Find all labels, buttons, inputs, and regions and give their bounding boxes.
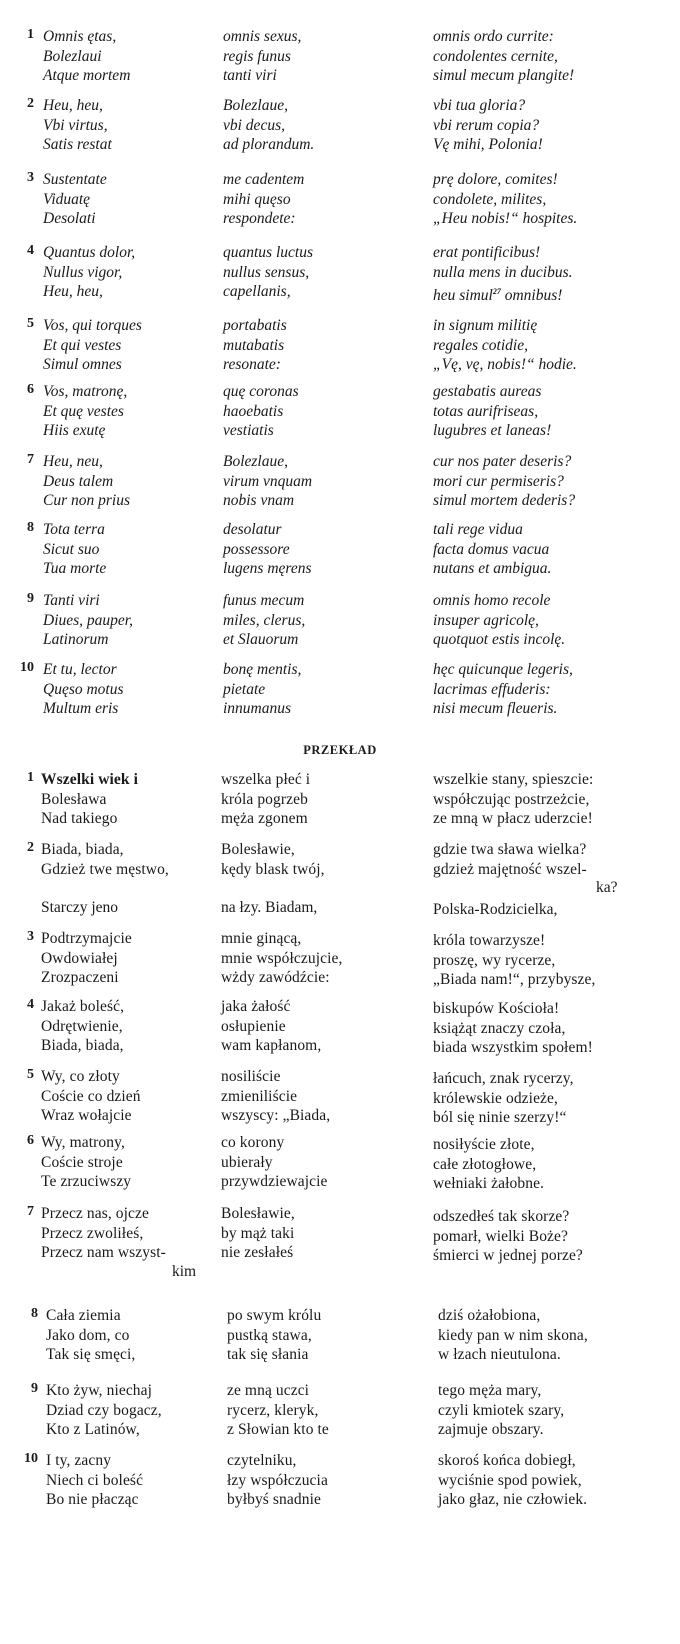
verse-line <box>433 282 573 305</box>
verse-line: ad plorandum. <box>223 136 315 154</box>
column-3 <box>433 316 577 375</box>
verse-line: miles, clerus, <box>223 611 306 629</box>
verse-line: Vos, qui torques <box>43 317 142 334</box>
verse-line: omnis homo recole <box>433 592 551 609</box>
verse-line: Starczy jeno <box>41 899 119 916</box>
verse-line: zajmuje obszary. <box>438 1421 544 1439</box>
verse-line: biada wszystkim społem! <box>433 1039 593 1057</box>
verse-line: virum vnquam <box>223 472 313 490</box>
column-1 <box>43 591 133 650</box>
verse-line: kędy blask twój, <box>221 860 325 878</box>
hyphen-continuation: ka? <box>596 879 618 896</box>
column-2 <box>223 520 312 579</box>
stanza-number: 9 <box>27 591 34 606</box>
verse-line: quotquot estis incolę. <box>433 631 566 649</box>
verse-line: condolentes cernite, <box>433 47 558 65</box>
stanza-number: 9 <box>31 1381 38 1396</box>
verse-line: omnis sexus, <box>223 28 302 45</box>
verse-line: respondete: <box>223 210 296 228</box>
verse-line: pustką stawa, <box>227 1326 312 1344</box>
verse-line: czyli kmiotek szary, <box>438 1401 565 1419</box>
verse-line: całe złotogłowe, <box>433 1155 537 1173</box>
verse-line: ze mną w płacz uderzcie! <box>433 810 593 828</box>
column-1 <box>43 452 130 511</box>
verse-line: łańcuch, znak rycerzy, <box>433 1070 574 1087</box>
stanza-number: 7 <box>27 452 34 467</box>
verse-line: nosiliście <box>221 1068 281 1085</box>
verse-line: proszę, wy rycerze, <box>433 951 556 969</box>
verse-line: gdzież majętność wszel- <box>433 860 587 878</box>
verse-line: Kto z Latinów, <box>46 1421 140 1439</box>
verse-line: wżdy zawódźcie: <box>221 969 330 987</box>
verse-line: Latinorum <box>43 631 109 649</box>
stanza-number: 3 <box>27 929 34 944</box>
verse-line: Bolezlaue, <box>223 97 288 114</box>
column-1 <box>41 1133 131 1192</box>
column-2 <box>223 660 301 719</box>
verse-line: Atque mortem <box>43 67 131 85</box>
column-3 <box>433 931 596 990</box>
verse-line: w łzach nieutulona. <box>438 1346 561 1364</box>
verse-line: Coście co dzień <box>41 1087 141 1105</box>
column-3 <box>433 1135 544 1194</box>
column-3 <box>433 96 543 155</box>
verse-line: Omnis ętas, <box>43 28 117 45</box>
verse-line: in signum militię <box>433 317 538 334</box>
column-1 <box>41 1067 141 1126</box>
stanza-number: 10 <box>20 660 34 675</box>
verse-line: wszyscy: „Biada, <box>221 1107 331 1125</box>
verse-line: mori cur permiseris? <box>433 472 564 490</box>
stanza-number: 4 <box>27 243 34 258</box>
verse-line: capellanis, <box>223 283 291 301</box>
stanza-number: 3 <box>27 170 34 185</box>
verse-line: nosiłyście złote, <box>433 1136 535 1153</box>
column-1 <box>43 660 124 719</box>
verse-line: totas aurifriseas, <box>433 402 539 420</box>
verse-line: regis funus <box>223 47 291 65</box>
verse-line: lugens męrens <box>223 560 312 578</box>
verse-line: Cała ziemia <box>46 1307 121 1324</box>
verse-line: króla towarzysze! <box>433 932 546 949</box>
verse-line: jaka żałość <box>221 998 291 1015</box>
verse-line: tego męża mary, <box>438 1382 542 1399</box>
column-2 <box>223 452 312 511</box>
verse-line: nutans et ambigua. <box>433 560 552 578</box>
verse-line: Et tu, lector <box>43 661 117 678</box>
verse-line: Przecz nas, ojcze <box>41 1205 149 1222</box>
verse-line: erat pontificibus! <box>433 244 541 261</box>
verse-line: nie zesłałeś <box>221 1244 294 1262</box>
verse-line: possessore <box>223 540 290 558</box>
stanza-number: 2 <box>27 840 34 855</box>
verse-line: Niech ci boleść <box>46 1471 144 1489</box>
hyphen-continuation: kim <box>172 1263 197 1280</box>
verse-line: vbi decus, <box>223 116 285 134</box>
column-1 <box>46 1306 135 1365</box>
verse-line: Et quę vestes <box>43 402 124 420</box>
verse-line: wam kapłanom, <box>221 1037 322 1055</box>
verse-line: mnie ginącą, <box>221 930 302 947</box>
stanza-number: 1 <box>27 27 34 42</box>
stanza-number: 8 <box>31 1306 38 1321</box>
column-3 <box>438 1306 588 1365</box>
verse-line: męża zgonem <box>221 810 308 828</box>
column-2 <box>223 316 287 375</box>
verse-line: Bolezlaui <box>43 47 102 65</box>
column-3 <box>433 1069 574 1128</box>
verse-line: vbi rerum copia? <box>433 116 540 134</box>
verse-line: Diues, pauper, <box>43 611 133 629</box>
column-1 <box>41 1204 166 1263</box>
verse-line: gestabatis aureas <box>433 383 542 400</box>
verse-line: hęc quicunque legeris, <box>433 661 573 678</box>
verse-line: Podtrzymajcie <box>41 930 132 947</box>
column-2 <box>221 997 321 1056</box>
verse-line: cur nos pater deseris? <box>433 453 572 470</box>
verse-line: Deus talem <box>43 472 114 490</box>
verse-line: przywdziewajcie <box>221 1173 328 1191</box>
verse-line: prę dolore, comites! <box>433 171 558 188</box>
verse-line: haoebatis <box>223 402 284 420</box>
verse-line: Przecz zwoliłeś, <box>41 1224 144 1242</box>
verse-line: Polska-Rodzicielka, <box>433 901 558 918</box>
verse-line: Wy, matrony, <box>41 1134 125 1151</box>
stanza-number: 6 <box>27 1133 34 1148</box>
verse-line: pomarł, wielki Boże? <box>433 1227 568 1245</box>
column-3 <box>433 452 575 511</box>
verse-line: z Słowian kto te <box>227 1421 329 1439</box>
verse-line: Sicut suo <box>43 540 100 558</box>
verse-line: insuper agricolę, <box>433 611 539 629</box>
column-3 <box>438 1451 587 1510</box>
section-heading: PRZEKŁAD <box>303 743 377 757</box>
verse-line: quę coronas <box>223 383 299 400</box>
column-1 <box>46 1381 162 1440</box>
column-3 <box>433 382 551 441</box>
column-2 <box>227 1381 329 1440</box>
column-3 <box>433 1207 583 1266</box>
column-3 <box>433 520 551 579</box>
verse-line: wyciśnie spod powiek, <box>438 1471 582 1489</box>
column-1 <box>41 840 169 879</box>
verse-line: co korony <box>221 1134 285 1151</box>
verse-line: królewskie odzieże, <box>433 1089 558 1107</box>
column-3 <box>433 840 587 879</box>
verse-line: Vbi virtus, <box>43 116 108 134</box>
verse-line: lugubres et laneas! <box>433 422 552 440</box>
verse-line: mnie współczujcie, <box>221 949 343 967</box>
verse-line: simul mecum plangite! <box>433 67 575 85</box>
verse-line: ze mną uczci <box>227 1382 310 1399</box>
column-2 <box>221 840 325 879</box>
verse-line: rycerz, kleryk, <box>227 1401 319 1419</box>
verse-line: nullus sensus, <box>223 263 310 281</box>
verse-line: tak się słania <box>227 1346 309 1364</box>
verse-line: czytelniku, <box>227 1452 297 1469</box>
verse-line: Wszelki wiek i <box>41 771 138 788</box>
column-1 <box>43 382 127 441</box>
column-2 <box>223 382 299 441</box>
verse-line: kiedy pan w nim skona, <box>438 1326 588 1344</box>
column-2 <box>221 1067 330 1126</box>
verse-line: Bolesława <box>41 790 107 808</box>
verse-line: Nad takiego <box>41 810 118 828</box>
verse-line: Vos, matronę, <box>43 383 128 400</box>
column-1 <box>43 27 130 86</box>
verse-line: vestiatis <box>223 422 274 440</box>
stanza-number: 6 <box>27 382 34 397</box>
verse-line: ból się ninie szerzy!“ <box>433 1109 567 1127</box>
column-1 <box>43 520 106 579</box>
verse-line: Te zrzuciwszy <box>41 1173 132 1191</box>
column-2 <box>227 1451 328 1510</box>
verse-line: biskupów Kościoła! <box>433 1000 560 1017</box>
verse-line: Vę mihi, Polonia! <box>433 136 543 154</box>
verse-line: wszelka płeć i <box>221 771 311 788</box>
verse-line: Quęso motus <box>43 680 124 698</box>
verse-text: heu simul <box>433 287 493 305</box>
verse-line: Biada, biada, <box>41 841 124 858</box>
column-3 <box>433 591 565 650</box>
verse-line: łzy współczucia <box>227 1471 328 1489</box>
verse-line: Zrozpaczeni <box>41 969 119 987</box>
verse-line: mutabatis <box>223 336 285 354</box>
verse-line: vbi tua gloria? <box>433 97 526 114</box>
verse-line: współczując postrzeżcie, <box>433 790 590 808</box>
verse-line: resonate: <box>223 356 281 374</box>
verse-line: facta domus vacua <box>433 540 550 558</box>
verse-line: innumanus <box>223 700 292 718</box>
stanza-number: 5 <box>27 316 34 331</box>
verse-line: nulla mens in ducibus. <box>433 263 573 281</box>
verse-text: omnibus! <box>504 287 563 305</box>
verse-line: na łzy. Biadam, <box>221 899 318 916</box>
column-3 <box>433 170 577 229</box>
verse-line: Bo nie płacząc <box>46 1491 139 1509</box>
verse-line: odszedłeś tak skorze? <box>433 1208 570 1225</box>
verse-line: śmierci w jednej porze? <box>433 1247 583 1265</box>
verse-line: ubierały <box>221 1153 273 1171</box>
verse-line: bonę mentis, <box>223 661 302 678</box>
verse-line: omnis ordo currite: <box>433 28 554 45</box>
column-1 <box>41 997 124 1056</box>
verse-line: Satis restat <box>43 136 112 154</box>
column-1 <box>43 170 107 229</box>
column-2 <box>223 27 301 86</box>
verse-line: Simul omnes <box>43 356 122 374</box>
verse-line: Bolezlaue, <box>223 453 288 470</box>
verse-line: Viduatę <box>43 190 91 208</box>
column-2 <box>223 170 304 229</box>
verse-line: „Vę, vę, nobis!“ hodie. <box>433 356 577 374</box>
verse-line: pietate <box>223 680 266 698</box>
verse-line: lacrimas effuderis: <box>433 680 551 698</box>
verse-line: Przecz nam wszyst- <box>41 1244 166 1262</box>
verse-line: Gdzież twe męstwo, <box>41 860 169 878</box>
column-2 <box>221 1204 295 1263</box>
verse-line: Coście stroje <box>41 1153 123 1171</box>
stanza-number: 8 <box>27 520 34 535</box>
verse-line: Bolesławie, <box>221 841 295 858</box>
column-1 <box>41 770 138 829</box>
verse-line: Et qui vestes <box>43 336 122 354</box>
column-2 <box>221 770 310 829</box>
verse-line: Nullus vigor, <box>43 263 123 281</box>
verse-line: Biada, biada, <box>41 1037 124 1055</box>
verse-line: Bolesławie, <box>221 1205 295 1222</box>
verse-line: Dziad czy bogacz, <box>46 1401 162 1419</box>
verse-line: by mąż taki <box>221 1224 295 1242</box>
verse-line: gdzie twa sława wielka? <box>433 841 587 858</box>
stanza-number: 10 <box>24 1451 38 1466</box>
verse-line: Desolati <box>43 210 96 228</box>
column-1 <box>43 316 142 375</box>
column-2 <box>221 1133 328 1192</box>
column-2 <box>227 1306 321 1365</box>
verse-line: Owdowiałej <box>41 949 118 967</box>
column-1 <box>43 96 112 155</box>
column-3 <box>433 999 593 1058</box>
verse-line: simul mortem dederis? <box>433 492 576 510</box>
column-3 <box>433 660 573 719</box>
verse-line: funus mecum <box>223 592 305 609</box>
column-1 <box>41 929 132 988</box>
verse-line: desolatur <box>223 521 282 538</box>
verse-line: Wraz wołajcie <box>41 1107 132 1125</box>
verse-line: portabatis <box>223 317 287 334</box>
verse-line: dziś ożałobiona, <box>438 1307 541 1324</box>
verse-line: osłupienie <box>221 1017 286 1035</box>
verse-line: „Heu nobis!“ hospites. <box>433 210 578 228</box>
verse-line: jako głaz, nie człowiek. <box>438 1491 588 1509</box>
verse-line: po swym królu <box>227 1307 322 1324</box>
column-2 <box>223 96 314 155</box>
column-1 <box>43 243 135 302</box>
stanza-number: 2 <box>27 96 34 111</box>
verse-line: Kto żyw, niechaj <box>46 1382 153 1399</box>
verse-line: nobis vnam <box>223 492 295 510</box>
verse-line: me cadentem <box>223 171 305 188</box>
verse-line: Jakaż boleść, <box>41 998 125 1015</box>
verse-line: regales cotidie, <box>433 336 528 354</box>
verse-line: Tak się smęci, <box>46 1346 136 1364</box>
verse-line: nisi mecum fleueris. <box>433 700 558 718</box>
verse-line: mihi quęso <box>223 190 291 208</box>
verse-line: tanti viri <box>223 67 277 85</box>
verse-line: „Biada nam!“, przybysze, <box>433 971 596 989</box>
verse-line: I ty, zacny <box>46 1452 112 1469</box>
verse-line: tali rege vidua <box>433 521 523 538</box>
verse-line: Multum eris <box>43 700 119 718</box>
column-2 <box>223 591 305 650</box>
verse-line: Heu, heu, <box>43 97 103 114</box>
stanza-number: 7 <box>27 1204 34 1219</box>
verse-line: książąt znaczy czoła, <box>433 1019 566 1037</box>
verse-line: Tanti viri <box>43 592 100 609</box>
column-1 <box>46 1451 143 1510</box>
verse-line: et Slauorum <box>223 631 299 649</box>
stanza-number: 4 <box>27 997 34 1012</box>
verse-line: Odrętwienie, <box>41 1017 123 1035</box>
verse-line: Tota terra <box>43 521 105 538</box>
stanza-number: 1 <box>27 770 34 785</box>
verse-line: Heu, neu, <box>43 453 103 470</box>
column-3 <box>438 1381 564 1440</box>
verse-line: byłbyś snadnie <box>227 1491 321 1509</box>
verse-line: Quantus dolor, <box>43 244 136 261</box>
verse-line: quantus luctus <box>223 244 313 261</box>
verse-line: Heu, heu, <box>43 283 103 301</box>
stanza-number: 5 <box>27 1067 34 1082</box>
verse-line: Wy, co złoty <box>41 1068 120 1085</box>
verse-line: skoroś końca dobiegł, <box>438 1452 576 1469</box>
verse-line: Tua morte <box>43 560 107 578</box>
verse-line: wełniaki żałobne. <box>433 1175 545 1193</box>
column-2 <box>221 929 342 988</box>
verse-line: Hiis exutę <box>43 422 106 440</box>
verse-line: condolete, milites, <box>433 190 547 208</box>
footnote-marker[interactable]: 27 <box>492 287 501 297</box>
verse-line: Jako dom, co <box>46 1326 130 1344</box>
column-2 <box>223 243 313 302</box>
column-3 <box>433 243 573 305</box>
verse-line: zmieniliście <box>221 1087 298 1105</box>
column-3 <box>433 27 574 86</box>
verse-line: króla pogrzeb <box>221 790 308 808</box>
verse-line: wszelkie stany, spieszcie: <box>433 771 594 788</box>
verse-line: Cur non prius <box>43 492 130 510</box>
column-3 <box>433 770 593 829</box>
verse-line: Sustentate <box>43 171 107 188</box>
